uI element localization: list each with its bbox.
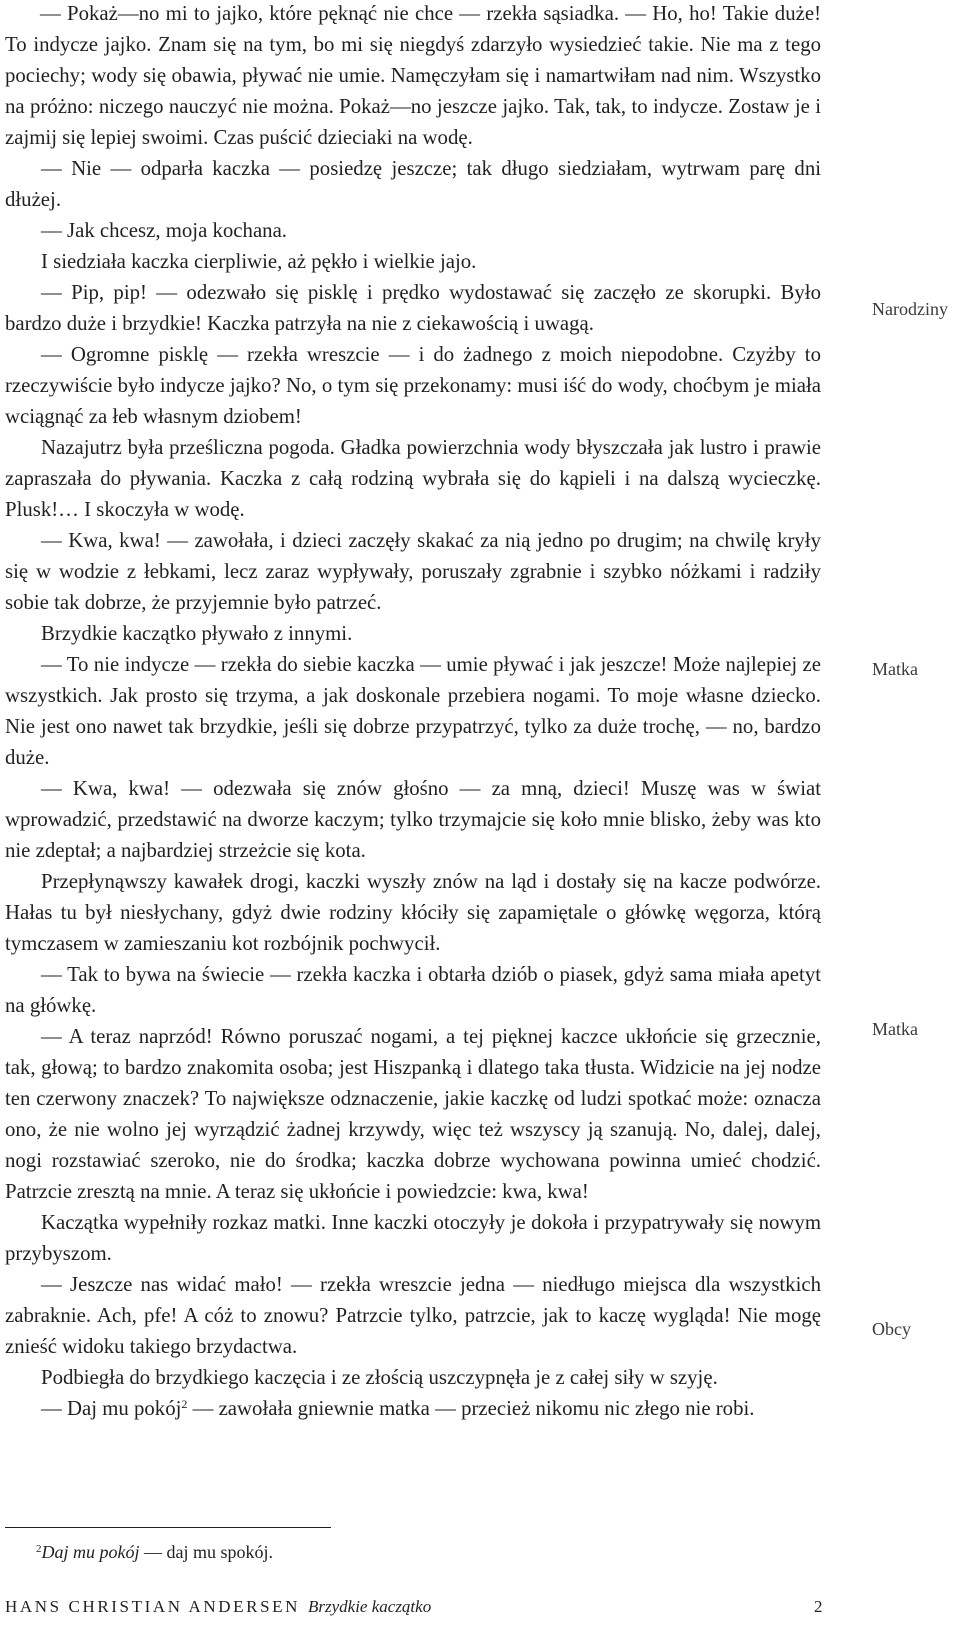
margin-note-narodziny: Narodziny (872, 299, 948, 319)
footnote-term: Daj mu pokój (41, 1542, 140, 1562)
paragraph: I siedziała kaczka cierpliwie, aż pękło i wielkie jajo. (41, 250, 477, 273)
footer-author: HANS CHRISTIAN ANDERSEN (5, 1597, 300, 1616)
footnote-definition: — daj mu spokój. (139, 1542, 273, 1562)
margin-note-matka: Matka (872, 1019, 918, 1039)
footnote (36, 1537, 273, 1564)
paragraph: — Kwa, kwa! — odezwała się znów głośno — za mną, dzieci! Muszę was w świat wprowadzić, przedstawić na dworze kaczym; tylko trzymajcie się koło mnie blisko, żeby was kto nie zdeptał; a najbardziej strzeżcie się kota. (5, 777, 821, 862)
paragraph: — Pokaż—no mi to jajko, które pęknąć nie chce — rzekła sąsiadka. — Ho, ho! Takie duże! To indycze jajko. Znam się na tym, bo mi się niegdyś zdarzyło wysiedzieć takie. Nie ma z tego pociechy; wody się obawia, pływać nie umie. Namęczyłam się i namartwiłam nad nim. Wszystko na próżno: niczego nauczyć nie można. Pokaż—no jeszcze jajko. Tak, tak, to indycze. Zostaw je i zajmij się lepiej swoimi. Czas puścić dzieciaki na wodę. (5, 2, 821, 149)
paragraph-last-start: — Daj mu pokój (41, 1397, 182, 1420)
paragraph: — To nie indycze — rzekła do siebie kaczka — umie pływać i jak jeszcze! Może najlepiej ze wszystkich. Jak prosto się trzyma, a jak doskonale przebiera nogami. To moje własne dziecko. Nie jest ono nawet tak brzydkie, jeśli się dobrze przypatrzyć, tylko za duże trochę, — no, bardzo duże. (5, 653, 821, 769)
paragraph: Kaczątka wypełniły rozkaz matki. Inne kaczki otoczyły je dokoła i przypatrywały się nowym przybyszom. (5, 1211, 821, 1265)
margin-note-matka: Matka (872, 659, 918, 679)
footnote-divider (5, 1527, 331, 1528)
paragraph: — Jak chcesz, moja kochana. (41, 219, 287, 242)
paragraph-last (5, 1393, 821, 1424)
paragraph: — Tak to bywa na świecie — rzekła kaczka i obtarła dziób o piasek, gdyż sama miała apetyt na główkę. (5, 963, 821, 1017)
footnote-mark: 2 (36, 1543, 42, 1555)
paragraph: Podbiegła do brzydkiego kaczęcia i ze złością uszczypnęła je z całej siły w szyję. (41, 1366, 718, 1389)
paragraph: Przepłynąwszy kawałek drogi, kaczki wyszły znów na ląd i dostały się na kacze podwórze. Hałas tu był niesłychany, gdyż dwie rodziny kłóciły się zapamiętale o główkę węgorza, którą tymczasem w zamieszaniu kot rozbójnik pochwycił. (5, 870, 821, 955)
margin-note-obcy: Obcy (872, 1319, 911, 1339)
page-number: 2 (814, 1597, 823, 1616)
paragraph: Brzydkie kaczątko pływało z innymi. (41, 622, 353, 645)
paragraph: — Kwa, kwa! — zawołała, i dzieci zaczęły skakać za nią jedno po drugim; na chwilę kryły się w wodzie z łebkami, lecz zaraz wypływały, poruszały zgrabnie i szybko nóżkami i radziły sobie tak dobrze, że przyjemnie było patrzeć. (5, 529, 821, 614)
paragraph: — Pip, pip! — odezwało się pisklę i prędko wydostawać się zaczęło ze skorupki. Było bardzo duże i brzydkie! Kaczka patrzyła na nie z ciekawością i uwagą. (5, 281, 821, 335)
paragraph: — A teraz naprzód! Równo poruszać nogami, a tej pięknej kaczce ukłońcie się grzecznie, tak, głową; to bardzo znakomita osoba; jest Hiszpanką i dlatego taka tłusta. Widzicie na jej nodze ten czerwony znaczek? To największe odznaczenie, jakie kaczkę od ludzi spotkać może: oznacza ono, że nie wolno jej wyrządzić żadnej krzywdy, więc też wszyscy ją szanują. No, dalej, dalej, nogi rozstawiać szeroko, nie do środka; kaczka dobrze wychowana powinna umieć chodzić. Patrzcie zresztą na mnie. A teraz się ukłońcie i powiedzcie: kwa, kwa! (5, 1025, 821, 1203)
footer-title: Brzydkie kaczątko (308, 1597, 432, 1616)
body-text (5, 0, 821, 1424)
paragraph: — Jeszcze nas widać mało! — rzekła wreszcie jedna — niedługo miejsca dla wszystkich zabraknie. Ach, pfe! A cóż to znowu? Patrzcie tylko, patrzcie, jak to kaczę wygląda! Nie mogę znieść widoku takiego brzydactwa. (5, 1273, 821, 1358)
paragraph: Nazajutrz była prześliczna pogoda. Gładka powierzchnia wody błyszczała jak lustro i prawie zapraszała do pływania. Kaczka z całą rodziną wybrała się do kąpieli i na dalszą wycieczkę. Plusk!… I skoczyła w wodę. (5, 436, 821, 521)
paragraph: — Ogromne pisklę — rzekła wreszcie — i do żadnego z moich niepodobne. Czyżby to rzeczywiście było indycze jajko? No, o tym się przekonamy: musi iść do wody, choćbym je miała wciągnąć za łeb własnym dziobem! (5, 343, 821, 428)
running-footer (5, 1596, 431, 1618)
footnote-reference[interactable]: 2 (181, 1397, 188, 1411)
paragraph-last-end: — zawołała gniewnie matka — przecież nikomu nic złego nie robi. (187, 1397, 755, 1420)
paragraph: — Nie — odparła kaczka — posiedzę jeszcze; tak długo siedziałam, wytrwam parę dni dłużej. (5, 157, 821, 211)
